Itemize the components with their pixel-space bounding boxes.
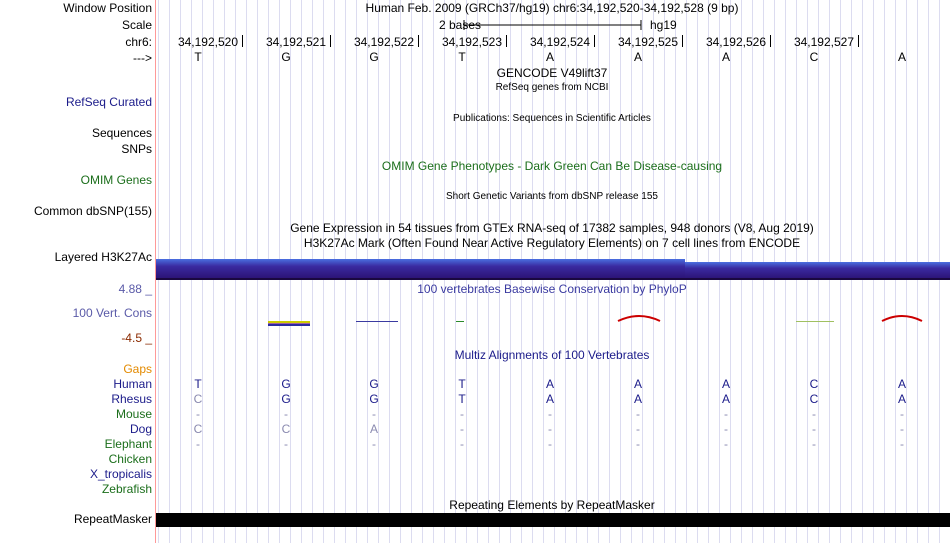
- alignment-base: G: [281, 377, 291, 391]
- scale-bar: [463, 18, 643, 32]
- species-label-mouse: Mouse: [115, 407, 152, 421]
- alignment-base: -: [724, 407, 728, 421]
- alignment-base: A: [545, 392, 554, 406]
- alignment-base: A: [897, 392, 906, 406]
- alignment-base: A: [369, 422, 378, 436]
- label-cons-max: 4.88 _: [118, 282, 152, 296]
- label-sequences[interactable]: Sequences: [91, 126, 152, 140]
- ruler-tick: [418, 35, 419, 47]
- phylop-signal: [156, 313, 950, 333]
- alignment-base: -: [372, 407, 376, 421]
- reference-base: A: [721, 50, 730, 64]
- alignment-base: -: [636, 437, 640, 451]
- reference-base: C: [809, 50, 819, 64]
- h3k27ac-signal[interactable]: [156, 259, 950, 280]
- alignment-base: C: [809, 392, 819, 406]
- h3k27ac-track-title[interactable]: H3K27Ac Mark (Often Found Near Active Regulatory Elements) on 7 cell lines from ENCODE: [303, 236, 801, 250]
- ruler-position-label: 34,192,522: [353, 35, 414, 49]
- repeatmasker-track-title[interactable]: Repeating Elements by RepeatMasker: [449, 498, 655, 512]
- gencode-track-title[interactable]: GENCODE V49lift37: [496, 66, 608, 80]
- alignment-base: -: [460, 422, 464, 436]
- ruler-position-label: 34,192,521: [265, 35, 326, 49]
- alignment-base: -: [900, 422, 904, 436]
- reference-base: T: [458, 50, 466, 64]
- alignment-base: T: [194, 377, 202, 391]
- label-scale: Scale: [121, 18, 152, 32]
- alignment-base: T: [458, 377, 466, 391]
- alignment-base: G: [281, 392, 291, 406]
- alignment-base: A: [633, 377, 642, 391]
- scale-text: 2 bases: [439, 18, 482, 32]
- refseq-track-title[interactable]: RefSeq genes from NCBI: [495, 82, 609, 93]
- alignment-base: -: [724, 437, 728, 451]
- species-label-rhesus: Rhesus: [111, 392, 152, 406]
- alignment-base: -: [636, 422, 640, 436]
- alignment-base: -: [900, 437, 904, 451]
- alignment-base: -: [548, 422, 552, 436]
- ruler-position-label: 34,192,527: [793, 35, 854, 49]
- label-omim[interactable]: OMIM Genes: [80, 173, 152, 187]
- dbsnp-track-title[interactable]: Short Genetic Variants from dbSNP release 155: [446, 191, 658, 202]
- alignment-base: -: [900, 407, 904, 421]
- ruler-tick: [242, 35, 243, 47]
- position-title: Human Feb. 2009 (GRCh37/hg19) chr6:34,192,520-34,192,528 (9 bp): [365, 1, 739, 15]
- multiz-track-title[interactable]: Multiz Alignments of 100 Vertebrates: [454, 348, 650, 362]
- alignment-base: -: [460, 407, 464, 421]
- alignment-base: -: [812, 437, 816, 451]
- alignment-base: C: [193, 392, 203, 406]
- alignment-base: -: [636, 407, 640, 421]
- ruler-position-label: 34,192,524: [529, 35, 590, 49]
- label-cons[interactable]: 100 Vert. Cons: [72, 306, 152, 320]
- alignment-base: A: [721, 392, 730, 406]
- alignment-base: -: [460, 437, 464, 451]
- publications-track-title[interactable]: Publications: Sequences in Scientific Articles: [453, 113, 651, 124]
- gtex-track-title[interactable]: Gene Expression in 54 tissues from GTEx RNA-seq of 17382 samples, 948 donors (V8, Aug 2019): [290, 221, 814, 235]
- ruler-tick: [682, 35, 683, 47]
- track-area[interactable]: [156, 0, 950, 543]
- label-chrom: chr6:: [125, 35, 152, 49]
- label-snps[interactable]: SNPs: [121, 142, 152, 156]
- ruler-tick: [770, 35, 771, 47]
- alignment-base: -: [284, 437, 288, 451]
- ruler-tick: [858, 35, 859, 47]
- ruler-tick: [506, 35, 507, 47]
- alignment-base: A: [545, 377, 554, 391]
- alignment-base: A: [897, 377, 906, 391]
- alignment-base: -: [196, 437, 200, 451]
- phylop-track-title[interactable]: 100 vertebrates Basewise Conservation by PhyloP: [417, 282, 687, 296]
- label-h3k27ac[interactable]: Layered H3K27Ac: [54, 250, 152, 264]
- alignment-base: C: [281, 422, 291, 436]
- species-label-elephant: Elephant: [104, 437, 152, 451]
- track-labels-panel: [0, 0, 155, 543]
- alignment-base: -: [724, 422, 728, 436]
- alignment-base: G: [369, 392, 379, 406]
- alignment-base: -: [196, 407, 200, 421]
- reference-base: G: [369, 50, 379, 64]
- omim-track-title[interactable]: OMIM Gene Phenotypes - Dark Green Can Be Disease-causing: [381, 159, 723, 173]
- alignment-base: T: [458, 392, 466, 406]
- alignment-base: -: [372, 437, 376, 451]
- label-gaps: Gaps: [123, 362, 152, 376]
- repeatmasker-bar[interactable]: [156, 513, 950, 527]
- reference-base: A: [545, 50, 554, 64]
- reference-base: G: [281, 50, 291, 64]
- label-window-position: Window Position: [63, 1, 152, 15]
- alignment-base: C: [809, 377, 819, 391]
- alignment-base: -: [812, 407, 816, 421]
- species-label-human: Human: [113, 377, 152, 391]
- ruler-position-label: 34,192,526: [705, 35, 766, 49]
- ruler-tick: [594, 35, 595, 47]
- label-cons-min: -4.5 _: [121, 331, 152, 345]
- alignment-base: -: [548, 407, 552, 421]
- assembly-label: hg19: [650, 18, 677, 32]
- label-repeatmasker[interactable]: RepeatMasker: [73, 512, 152, 526]
- ruler-tick: [330, 35, 331, 47]
- alignment-base: C: [193, 422, 203, 436]
- reference-base: T: [194, 50, 202, 64]
- alignment-base: -: [812, 422, 816, 436]
- alignment-base: -: [548, 437, 552, 451]
- alignment-base: A: [721, 377, 730, 391]
- label-dbsnp[interactable]: Common dbSNP(155): [33, 204, 152, 218]
- alignment-base: G: [369, 377, 379, 391]
- species-label-dog: Dog: [129, 422, 152, 436]
- species-label-chicken: Chicken: [108, 452, 152, 466]
- alignment-base: A: [633, 392, 642, 406]
- species-label-xtropicalis: X_tropicalis: [89, 467, 152, 481]
- ruler-position-label: 34,192,520: [177, 35, 238, 49]
- ruler-position-label: 34,192,523: [441, 35, 502, 49]
- label-strand: --->: [133, 51, 152, 65]
- ruler-position-label: 34,192,525: [617, 35, 678, 49]
- label-refseq[interactable]: RefSeq Curated: [65, 95, 152, 109]
- alignment-base: -: [284, 407, 288, 421]
- reference-base: A: [897, 50, 906, 64]
- reference-base: A: [633, 50, 642, 64]
- species-label-zebrafish: Zebrafish: [101, 482, 152, 496]
